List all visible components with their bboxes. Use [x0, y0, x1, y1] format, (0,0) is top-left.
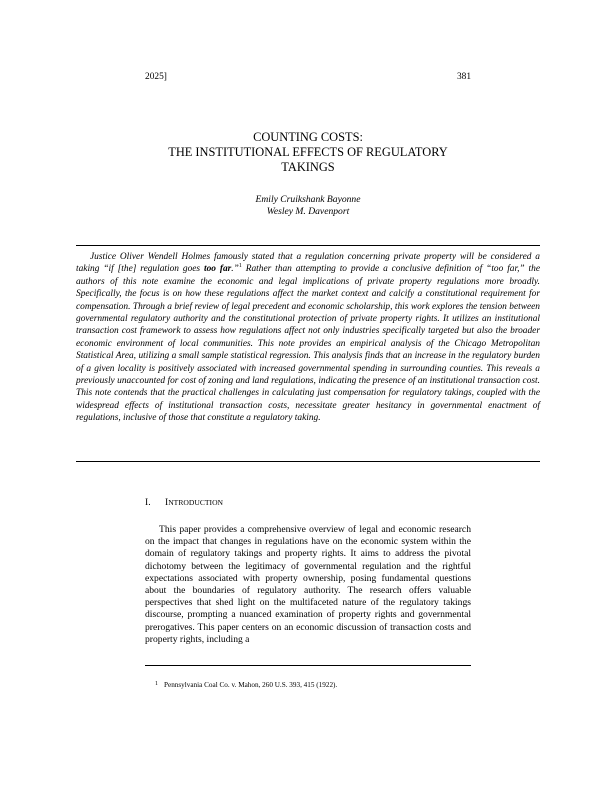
section-title-rest: NTRODUCTION [168, 498, 224, 507]
abstract-text: Rather than attempting to provide a conclusive definition of “too far,” the authors of this note examine the economic and legal implications of private property regulations more broadly. Specifically, the focus is on how these regulations affect the market context and calcify a constitutional requirement for compensation. Through a brief review of legal precedent and economic scholarship, this work explores the tension between governmental regulatory authority and the constitutional protection of private property rights. It utilizes an institutional transaction cost framework to assess how regulations affect not only industries specifically targeted but also the broader economic environment of local communities. This note provides an empirical analysis of the Chicago Metropolitan Statistical Area, utilizing a small sample statistical regression. This analysis finds that an increase in the regulatory burden of a given locality is positively associated with increased governmental spending in surrounding counties. This reveals a previously unaccounted for cost of zoning and land regulations, indicating the presence of an institutional transaction cost. This note contends that the practical challenges in calculating just compensation for regulatory takings, coupled with the widespread effects of institutional transaction costs, necessitate greater hesitancy in governmental enactment of regulations, inclusive of those that constitute a regulatory taking. [76, 264, 540, 424]
abstract-bottom-rule [76, 461, 540, 462]
title-line-2: THE INSTITUTIONAL EFFECTS OF REGULATORY [168, 145, 448, 159]
author-name: Wesley M. Davenport [266, 206, 350, 217]
title-line-3: TAKINGS [281, 160, 335, 174]
section-title-initial: I [165, 497, 169, 508]
title-line-1: COUNTING COSTS: [253, 130, 363, 144]
abstract [76, 251, 540, 425]
footnote-rule [145, 665, 471, 666]
page-number: 381 [456, 72, 471, 82]
author-name: Emily Cruikshank Bayonne [255, 194, 361, 205]
abstract-emphasis: too far [203, 264, 232, 275]
author-list [150, 194, 466, 218]
abstract-text: .” [231, 264, 239, 275]
abstract-text: Justice Oliver Wendell Holmes famously stated that a regulation concerning private property will be considered a taking “if [the] regulation goes [76, 252, 540, 275]
abstract-top-rule [76, 245, 540, 246]
footnote-reference[interactable]: 1 [238, 263, 242, 270]
header-volume-year: 2025] [145, 72, 167, 82]
footnote [145, 680, 471, 690]
article-title [120, 130, 496, 175]
footnote-number: 1 [155, 681, 158, 687]
footnote-text: Pennsylvania Coal Co. v. Mahon, 260 U.S. 393, 415 (1922). [164, 681, 338, 689]
body-paragraph: This paper provides a comprehensive overview of legal and economic research on the impact that changes in regulations have on the economic system within the domain of regulatory takings and property rights. It aims to address the pivotal dichotomy between the legitimacy of governmental regulation and the rightful expectations associated with property ownership, posing fundamental questions about the boundaries of regulatory authority. The research offers valuable perspectives that shed light on the multifaceted nature of the regulatory takings discourse, prompting a nuanced examination of property rights and governmental prerogatives. This paper centers on an economic discussion of transaction costs and property rights, including a [145, 524, 471, 645]
section-number: I. [145, 497, 151, 508]
section-heading [145, 497, 471, 508]
running-header [145, 72, 471, 82]
